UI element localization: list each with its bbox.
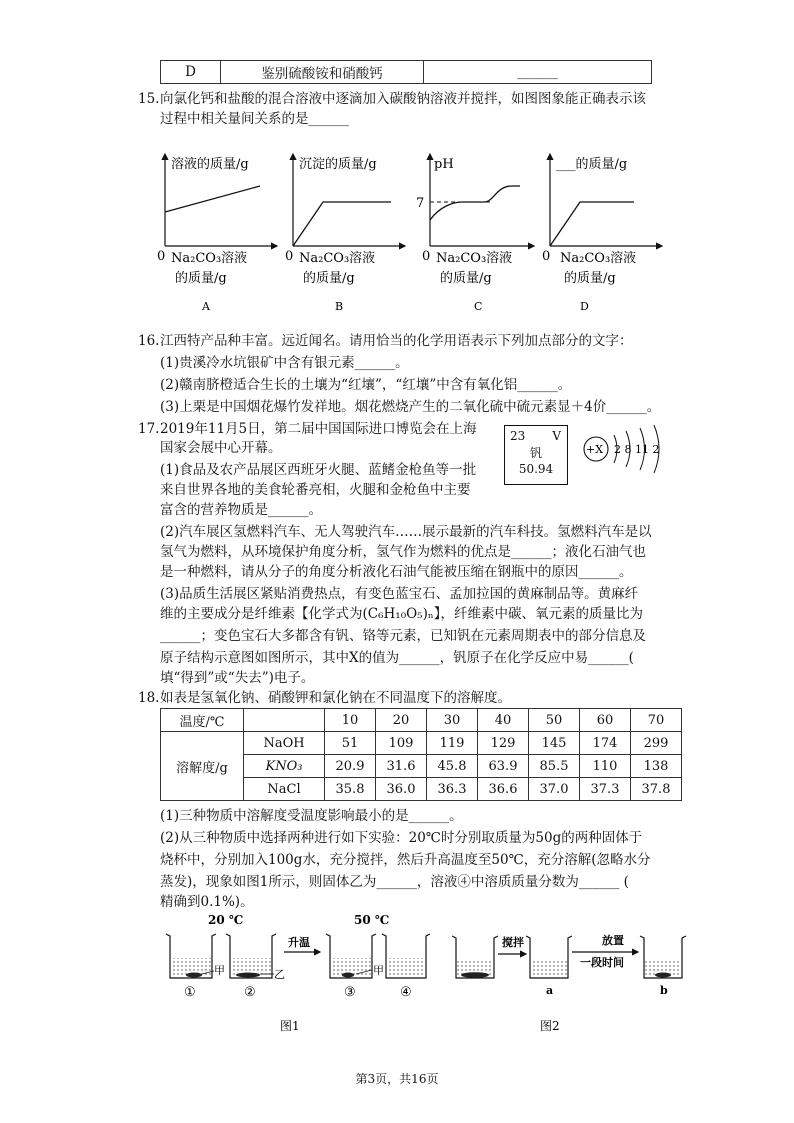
table-cell: 299 — [631, 732, 682, 755]
beaker-label: ③ — [344, 985, 356, 1000]
fig2-arrow2-label: 放置 — [602, 934, 624, 947]
graph-a-svg — [155, 148, 280, 318]
atom-diagram — [580, 425, 680, 489]
graph-b-ylabel: 沉淀的质量/g — [299, 157, 377, 172]
question-text: 过程中相关量间关系的是______ — [160, 111, 349, 127]
graph-origin: 0 — [422, 249, 431, 264]
table-cell: 37.3 — [580, 778, 631, 801]
graph-d-svg — [540, 148, 665, 318]
graph-b-line — [293, 202, 391, 246]
table-cell: 31.6 — [376, 755, 427, 778]
beaker-label: ① — [184, 985, 196, 1000]
fig2-arrow2-sublabel: 一段时间 — [580, 956, 624, 969]
question-text: 原子结构示意图如图所示，其中X的值为______，钒原子在化学反应中易______( — [160, 650, 634, 666]
option-text: 鉴别硫酸铵和硝酸钙 — [221, 61, 424, 84]
graph-origin: 0 — [157, 249, 166, 264]
fig1-arrow-label: 升温 — [288, 936, 310, 949]
atom-structure-svg — [580, 425, 680, 485]
graph-xlabel: Na₂CO₃溶液 — [171, 251, 248, 266]
table-cell: 36.6 — [478, 778, 529, 801]
fig2-caption: 图2 — [540, 1019, 560, 1033]
table-header-cell: 温度/℃ — [161, 709, 244, 732]
option-label: D — [161, 61, 221, 84]
table-cell: 174 — [580, 732, 631, 755]
table-header-cell: 50 — [529, 709, 580, 732]
question-text: (1)三种物质中溶解度受温度影响最小的是______。 — [160, 808, 463, 824]
question-text: (2)汽车展区氢燃料汽车、无人驾驶汽车……展示最新的汽车科技。氢燃料汽车是以 — [160, 524, 652, 540]
graph-c-svg — [412, 148, 537, 318]
graph-a-line — [165, 186, 260, 212]
graph-d — [540, 148, 665, 322]
graph-c — [412, 148, 537, 322]
question-text: (1)食品及农产品展区西班牙火腿、蓝鳍金枪鱼等一批 — [160, 462, 477, 478]
question-text: 填“得到”或“失去”)电子。 — [160, 670, 315, 686]
table-cell: 63.9 — [478, 755, 529, 778]
option-table — [160, 60, 652, 84]
table-cell: 138 — [631, 755, 682, 778]
table-cell: 85.5 — [529, 755, 580, 778]
graph-xlabel: Na₂CO₃溶液 — [560, 251, 637, 266]
beaker-a-label: a — [546, 984, 554, 997]
table-cell: 110 — [580, 755, 631, 778]
beaker-label: ② — [244, 985, 256, 1000]
table-cell: 129 — [478, 732, 529, 755]
question-text: 向氯化钙和盐酸的混合溶液中逐滴加入碳酸钠溶液并搅拌，如图图象能正确表示该 — [160, 91, 646, 107]
table-cell: 36.0 — [376, 778, 427, 801]
question-text: (3)上栗是中国烟花爆竹发祥地。烟花燃烧产生的二氧化硫中硫元素显＋4价______。 — [160, 399, 661, 415]
graph-c-curve — [430, 186, 520, 220]
table-header-cell: 30 — [427, 709, 478, 732]
question-text: 维的主要成分是纤维素【化学式为(C₆H₁₀O₅)ₙ】，纤维素中碳、氧元素的质量比为 — [160, 606, 643, 622]
graph-caption: A — [202, 300, 210, 313]
table-header-cell: 60 — [580, 709, 631, 732]
question-text: 江西特产品种丰富。远近闻名。请用恰当的化学用语表示下列加点部分的文字： — [160, 333, 633, 349]
question-text: (1)贵溪冷水坑银矿中含有银元素______。 — [160, 355, 409, 371]
table-row — [161, 709, 682, 732]
element-card — [504, 425, 568, 485]
graph-xlabel: 的质量/g — [440, 271, 492, 286]
question-text: (2)从三种物质中选择两种进行如下实验：20℃时分别取质量为50g的两种固体于 — [160, 830, 643, 846]
table-header-cell: 70 — [631, 709, 682, 732]
graph-a-ylabel: 溶液的质量/g — [171, 157, 249, 172]
fig1-jia-label: 甲 — [373, 964, 384, 977]
table-cell: NaOH — [244, 732, 325, 755]
table-cell: 119 — [427, 732, 478, 755]
question-text: 如表是氢氧化钠、硝酸钾和氯化钠在不同温度下的溶解度。 — [160, 690, 511, 706]
graph-a — [155, 148, 280, 322]
question-number: 18. — [138, 690, 160, 706]
table-cell — [244, 709, 325, 732]
graph-b-svg — [283, 148, 408, 318]
graph-caption: B — [335, 300, 344, 313]
table-header-cell: 40 — [478, 709, 529, 732]
fig2-arrow1-label: 搅拌 — [502, 936, 524, 949]
option-answer: ______ — [424, 61, 652, 84]
element-symbol: V — [552, 429, 561, 443]
question-number: 15. — [138, 91, 160, 107]
graph-xlabel: 的质量/g — [175, 271, 227, 286]
graph-origin: 0 — [542, 249, 551, 264]
question-text: 来自世界各地的美食轮番亮相，火腿和金枪鱼中主要 — [160, 482, 471, 498]
graph-xlabel: Na₂CO₃溶液 — [436, 251, 513, 266]
figure-2 — [452, 928, 697, 1046]
table-cell: NaCl — [244, 778, 325, 801]
question-text: 蒸发)，现象如图1所示，则固体乙为______，溶液④中溶质质量分数为______ ( — [160, 874, 629, 890]
graph-caption: C — [474, 300, 483, 313]
table-cell: 51 — [325, 732, 376, 755]
graph-origin: 0 — [285, 249, 294, 264]
table-cell: 145 — [529, 732, 580, 755]
question-text: 是一种燃料，请从分子的角度分析液化石油气能被压缩在钢瓶中的原因______。 — [160, 564, 633, 580]
element-mass: 50.94 — [518, 462, 554, 476]
question-text: (3)品质生活展区紧贴消费热点，有变色蓝宝石、孟加拉国的黄麻制品等。黄麻纤 — [160, 586, 639, 602]
graph-xlabel: 的质量/g — [564, 271, 616, 286]
table-cell: 35.8 — [325, 778, 376, 801]
table-cell: KNO₃ — [244, 755, 325, 778]
table-cell: 37.8 — [631, 778, 682, 801]
question-text: (2)赣南脐橙适合生长的土壤为“红壤”，“红壤”中含有氧化铝______。 — [160, 377, 572, 393]
figure-1 — [160, 912, 430, 1046]
question-text: 氢气为燃料，从环境保护角度分析，氢气作为燃料的优点是______；液化石油气也 — [160, 544, 646, 560]
table-row-label: 溶解度/g — [161, 732, 244, 801]
question-text: 烧杯中，分别加入100g水，充分搅拌，然后升高温度至50℃，充分溶解(忽略水分 — [160, 852, 651, 868]
graph-xlabel: Na₂CO₃溶液 — [299, 251, 376, 266]
page-footer: 第3页，共16页 — [355, 1072, 439, 1086]
nucleus-charge: +X — [586, 443, 604, 456]
question-text: ______；变色宝石大多都含有钒、铬等元素，已知钒在元素周期表中的部分信息及 — [160, 628, 646, 644]
fig1-temp-50: 50 ℃ — [354, 913, 390, 927]
table-cell: 109 — [376, 732, 427, 755]
question-text: 国家会展中心开幕。 — [160, 440, 282, 456]
graph-caption: D — [580, 300, 589, 313]
question-text: 2019年11月5日，第二届中国国际进口博览会在上海 — [160, 421, 477, 437]
graph-d-line — [550, 202, 634, 246]
table-cell: 37.0 — [529, 778, 580, 801]
graph-c-ytick: 7 — [416, 196, 425, 211]
question-number: 17. — [138, 421, 160, 437]
question-text: 精确到0.1%)。 — [160, 894, 254, 910]
table-header-cell: 20 — [376, 709, 427, 732]
question-text: 富含的营养物质是______。 — [160, 502, 322, 518]
element-number: 23 — [510, 429, 526, 443]
graph-c-ylabel: pH — [434, 157, 454, 172]
table-cell: 36.3 — [427, 778, 478, 801]
beaker-b-label: b — [660, 984, 668, 997]
fig1-caption: 图1 — [280, 1019, 300, 1033]
table-cell: 45.8 — [427, 755, 478, 778]
solubility-table — [160, 708, 682, 801]
beaker-label: ④ — [400, 985, 412, 1000]
fig1-yi-label: 乙 — [274, 968, 285, 981]
fig1-temp-20: 20 ℃ — [208, 913, 244, 927]
table-header-cell: 10 — [325, 709, 376, 732]
graph-b — [283, 148, 408, 322]
figure-2-svg — [452, 928, 697, 1042]
electron-shells: 2 8 11 2 — [614, 443, 660, 456]
table-row — [161, 732, 682, 755]
figure-1-svg — [160, 912, 430, 1042]
question-number: 16. — [138, 333, 160, 349]
element-name: 钒 — [529, 446, 542, 460]
fig1-jia-label: 甲 — [214, 964, 225, 977]
graph-d-ylabel: ___的质量/g — [556, 157, 628, 172]
table-cell: 20.9 — [325, 755, 376, 778]
graph-xlabel: 的质量/g — [303, 271, 355, 286]
